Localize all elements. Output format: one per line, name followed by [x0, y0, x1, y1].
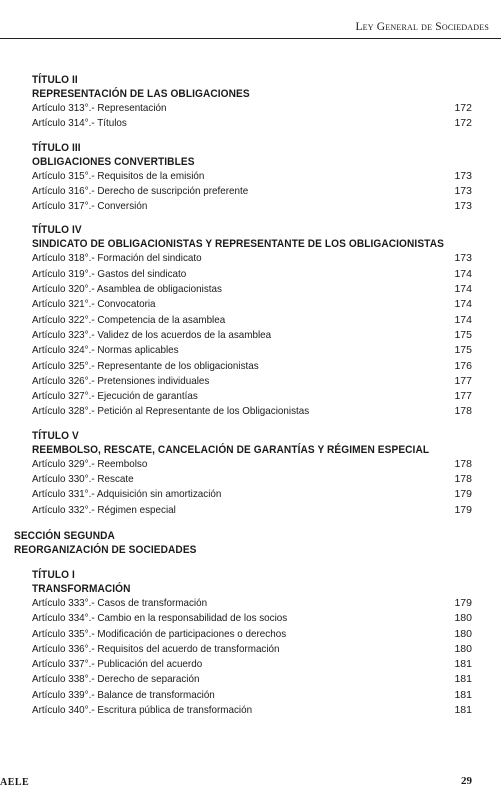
entry-page: 174 — [454, 298, 472, 311]
title-number: TÍTULO I — [32, 568, 75, 581]
entry-text: Artículo 318°.- Formación del sindicato — [32, 252, 202, 265]
entry-page: 172 — [454, 102, 472, 114]
toc-entry — [32, 313, 472, 328]
entry-page: 179 — [454, 503, 472, 516]
toc-entry — [32, 642, 472, 657]
entry-page: 172 — [454, 117, 472, 130]
toc-entry — [32, 251, 472, 266]
entry-page: 173 — [454, 184, 472, 197]
toc-entry — [32, 116, 472, 131]
entry-page: 178 — [454, 457, 472, 470]
toc-entry — [32, 389, 472, 404]
section-titulo-v — [32, 429, 472, 518]
toc-entry — [32, 184, 472, 199]
toc-entry — [32, 627, 472, 642]
toc-entry — [32, 101, 472, 116]
entry-text: Artículo 321°.- Convocatoria — [32, 298, 156, 311]
entry-text: Artículo 324°.- Normas aplicables — [32, 344, 179, 357]
entry-text: Artículo 339°.- Balance de transformación — [32, 688, 215, 701]
toc-entry — [32, 688, 472, 703]
entry-page: 178 — [454, 405, 472, 418]
toc-entry — [32, 199, 472, 214]
entry-page: 177 — [454, 374, 472, 387]
title-number: TÍTULO IV — [32, 224, 82, 237]
entry-page: 174 — [454, 313, 472, 326]
entry-text: Artículo 326°.- Pretensiones individuales — [32, 374, 210, 387]
toc-entry — [32, 359, 472, 374]
toc-entry — [32, 267, 472, 282]
entry-text: Artículo 319°.- Gastos del sindicato — [32, 267, 187, 280]
toc-entry — [32, 343, 472, 358]
title-number: TÍTULO V — [32, 429, 79, 442]
title-number: TÍTULO II — [32, 74, 78, 86]
entry-page: 180 — [454, 627, 472, 640]
publisher-logo: AELE — [0, 777, 30, 788]
title-name: SINDICATO DE OBLIGACIONISTAS Y REPRESENTANTE DE LOS OBLIGACIONISTAS — [32, 238, 444, 251]
entry-page: 180 — [454, 642, 472, 655]
toc-entry — [32, 457, 472, 472]
entry-text: Artículo 335°.- Modificación de participaciones o derechos — [32, 627, 287, 640]
page-header — [0, 0, 501, 40]
entry-text: Artículo 322°.- Competencia de la asamblea — [32, 313, 226, 326]
entry-page: 175 — [454, 344, 472, 357]
entry-page: 181 — [454, 658, 472, 671]
entry-text: Artículo 338°.- Derecho de separación — [32, 673, 200, 686]
toc-entry — [32, 282, 472, 297]
toc-entry — [32, 472, 472, 487]
entry-page: 173 — [454, 252, 472, 265]
toc-entry — [32, 611, 472, 626]
entry-text: Artículo 334°.- Cambio en la responsabilidad de los socios — [32, 612, 288, 625]
entry-text: Artículo 332°.- Régimen especial — [32, 503, 176, 516]
entry-text: Artículo 325°.- Representante de los obligacionistas — [32, 359, 259, 372]
entry-list — [32, 596, 472, 718]
title-name: REPRESENTACIÓN DE LAS OBLIGACIONES — [32, 88, 250, 100]
entry-page: 173 — [454, 169, 472, 182]
entry-page: 173 — [454, 200, 472, 213]
title-name: TRANSFORMACIÓN — [32, 582, 131, 595]
entry-text: Artículo 323°.- Validez de los acuerdos de la asamblea — [32, 328, 272, 341]
entry-text: Artículo 314°.- Títulos — [32, 117, 127, 130]
entry-page: 179 — [454, 596, 472, 609]
running-title: Ley General de Sociedades — [355, 21, 489, 33]
page-number: 29 — [461, 775, 472, 787]
toc-entry — [32, 487, 472, 502]
entry-text: Artículo 315°.- Requisitos de la emisión — [32, 169, 205, 182]
entry-text: Artículo 317°.- Conversión — [32, 200, 148, 213]
entry-text: Artículo 329°.- Reembolso — [32, 457, 148, 470]
entry-page: 181 — [454, 704, 472, 717]
section-titulo-ii — [32, 73, 472, 132]
title-name: REEMBOLSO, RESCATE, CANCELACIÓN DE GARANTÍAS Y RÉGIMEN ESPECIAL — [32, 443, 430, 456]
header-rule — [0, 38, 501, 39]
section-number: SECCIÓN SEGUNDA — [14, 529, 115, 542]
toc-entry — [32, 297, 472, 312]
toc-entry — [32, 703, 472, 718]
toc-entry — [32, 596, 472, 611]
entry-page: 175 — [454, 328, 472, 341]
section-titulo-i — [32, 568, 472, 718]
seccion-segunda — [14, 529, 501, 557]
entry-text: Artículo 336°.- Requisitos del acuerdo de transformación — [32, 642, 280, 655]
section-name: REORGANIZACIÓN DE SOCIEDADES — [14, 543, 197, 556]
entry-text: Artículo 330°.- Rescate — [32, 473, 134, 486]
entry-text: Artículo 313°.- Representación — [32, 102, 167, 114]
toc-entry — [32, 657, 472, 672]
entry-page: 177 — [454, 390, 472, 403]
toc-entry — [32, 328, 472, 343]
entry-list — [32, 169, 472, 215]
entry-page: 179 — [454, 488, 472, 501]
title-name: OBLIGACIONES CONVERTIBLES — [32, 155, 195, 168]
entry-text: Artículo 320°.- Asamblea de obligacionistas — [32, 283, 222, 296]
toc-entry — [32, 503, 472, 518]
table-of-contents — [0, 73, 501, 718]
title-number: TÍTULO III — [32, 141, 81, 154]
section-titulo-iv — [32, 223, 472, 419]
section-titulo-iii — [32, 141, 472, 215]
entry-list — [32, 251, 472, 419]
entry-text: Artículo 316°.- Derecho de suscripción preferente — [32, 184, 249, 197]
toc-entry — [32, 169, 472, 184]
entry-text: Artículo 328°.- Petición al Representante de los Obligacionistas — [32, 405, 310, 418]
entry-list — [32, 457, 472, 518]
entry-page: 180 — [454, 612, 472, 625]
entry-text: Artículo 331°.- Adquisición sin amortización — [32, 488, 222, 501]
entry-page: 174 — [454, 283, 472, 296]
toc-entry — [32, 374, 472, 389]
entry-page: 181 — [454, 688, 472, 701]
entry-page: 181 — [454, 673, 472, 686]
entry-text: Artículo 337°.- Publicación del acuerdo — [32, 658, 203, 671]
entry-page: 178 — [454, 473, 472, 486]
toc-entry — [32, 404, 472, 419]
toc-entry — [32, 672, 472, 687]
entry-page: 176 — [454, 359, 472, 372]
entry-text: Artículo 333°.- Casos de transformación — [32, 596, 208, 609]
entry-text: Artículo 327°.- Ejecución de garantías — [32, 390, 198, 403]
entry-list — [32, 101, 472, 132]
entry-text: Artículo 340°.- Escritura pública de transformación — [32, 704, 253, 717]
entry-page: 174 — [454, 267, 472, 280]
